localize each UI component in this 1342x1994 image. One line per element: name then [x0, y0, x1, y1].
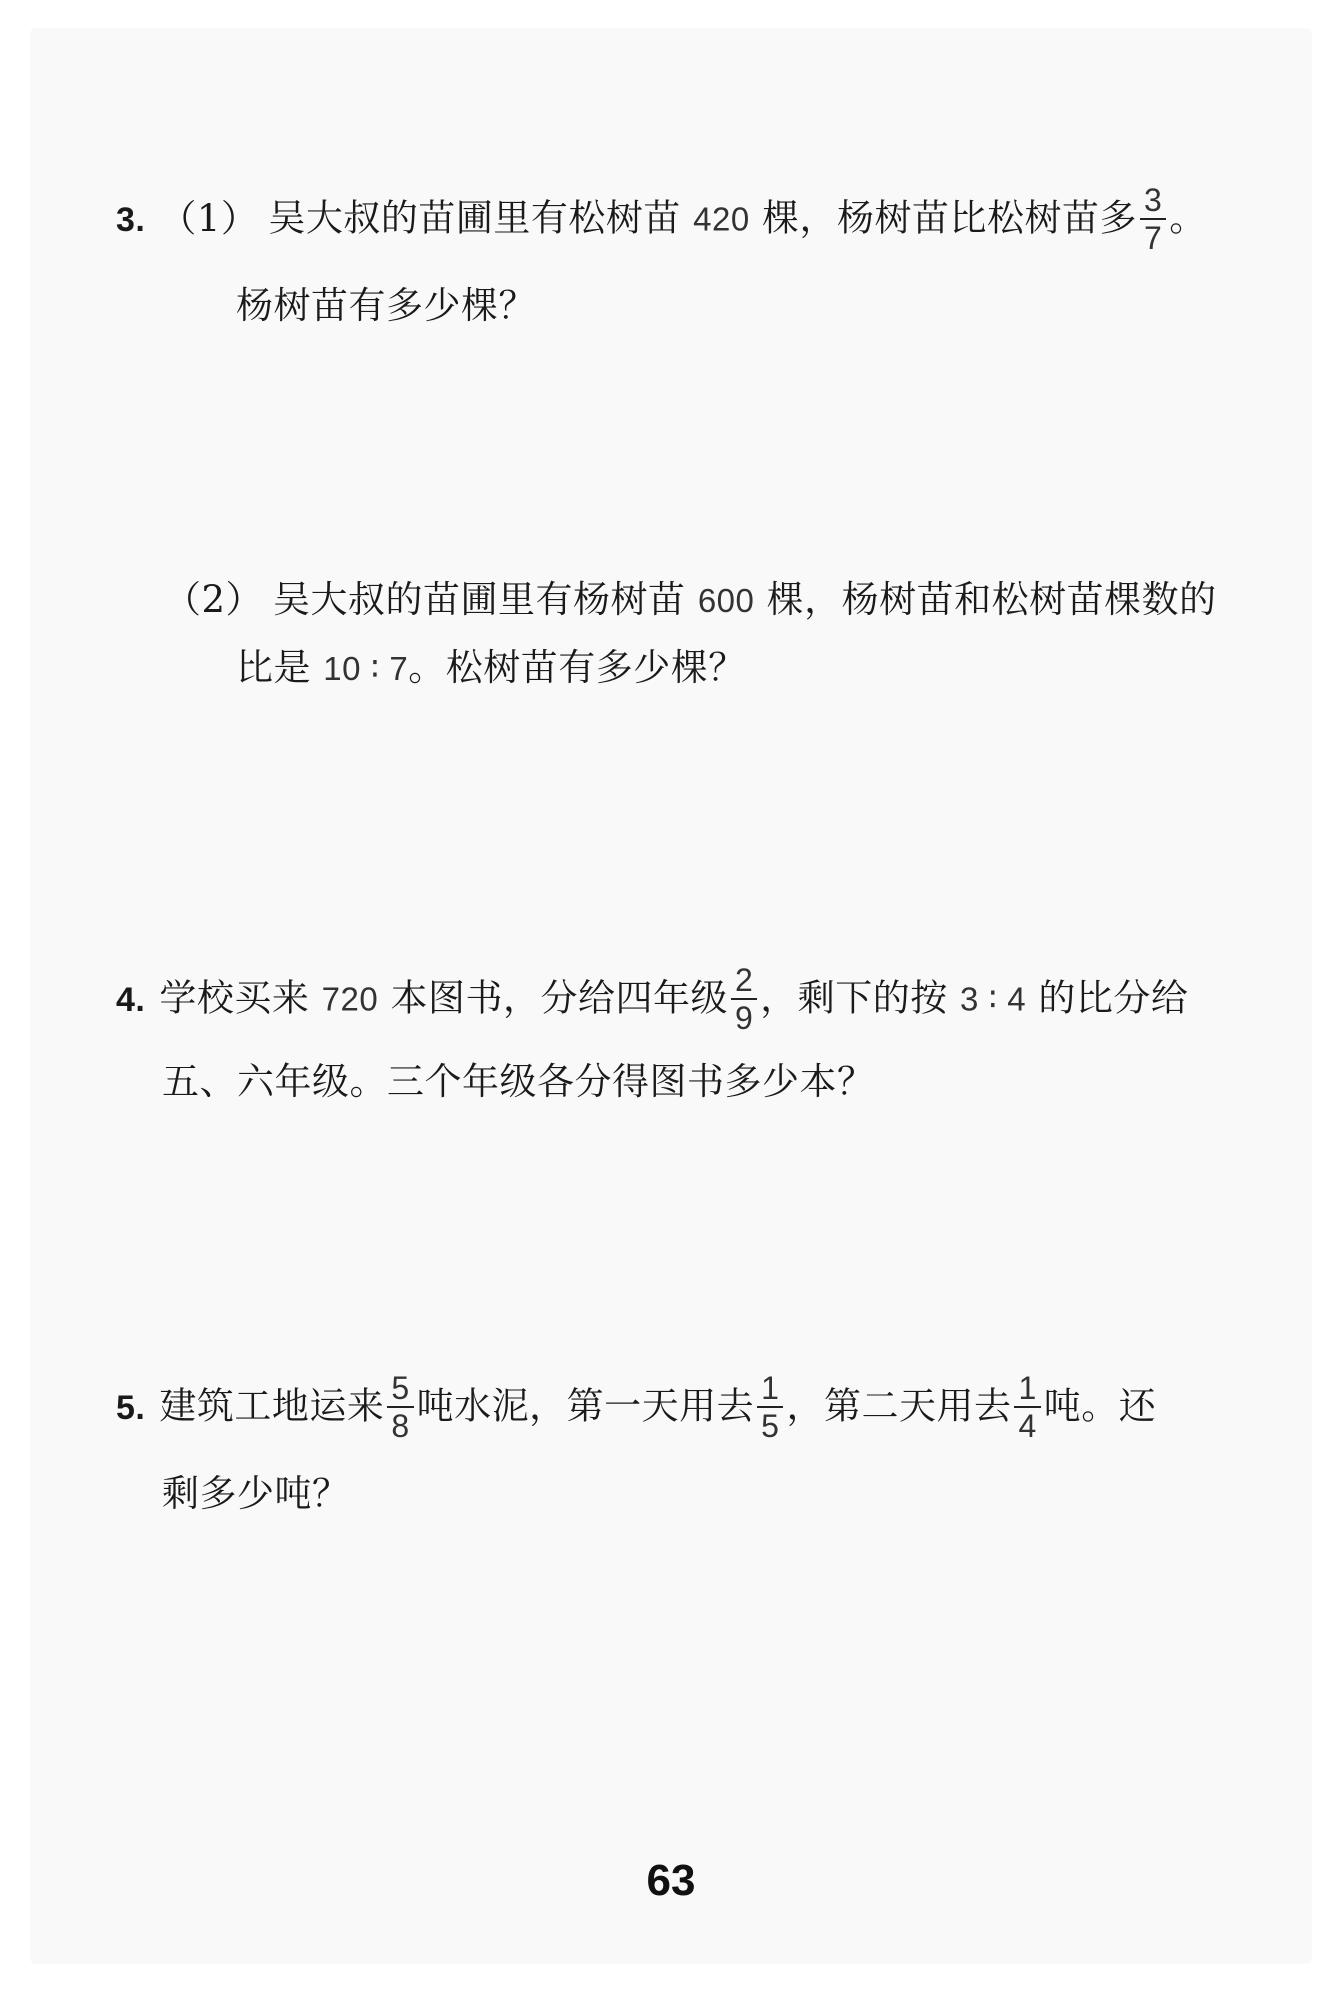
question-text: 剩多少吨？ [162, 1472, 350, 1515]
question-text: 五、六年级。三个年级各分得图书多少本？ [162, 1060, 875, 1103]
fraction [1014, 1370, 1040, 1444]
question-text: 杨树苗有多少棵？ [236, 284, 536, 327]
q4-line2 [162, 1058, 875, 1106]
question-number: 5. [116, 1388, 146, 1427]
q5-line2 [162, 1470, 350, 1518]
q3-part1-line2 [236, 282, 536, 330]
fraction-denominator: 4 [1018, 1408, 1037, 1444]
question-text: 比是 [236, 646, 311, 689]
ratio-value: 3 ∶ 4 [960, 980, 1027, 1018]
fraction [731, 962, 757, 1036]
q5-line1 [116, 1372, 1156, 1446]
question-text: ，第二天用去 [786, 1384, 1012, 1428]
question-text: 学校买来 [159, 976, 310, 1020]
fraction [1140, 182, 1166, 256]
question-text: 吨。还 [1043, 1384, 1157, 1428]
fraction-numerator: 1 [757, 1370, 783, 1408]
page-number: 63 [646, 1856, 696, 1905]
question-number: 3. [116, 200, 146, 239]
q3-part2-line2 [236, 644, 746, 693]
question-text: 吴大叔的苗圃里有松树苗 [268, 196, 681, 240]
fraction [757, 1370, 783, 1444]
question-text: ，剩下的按 [760, 976, 948, 1020]
number-value: 720 [321, 980, 379, 1018]
question-text: 的比分给 [1038, 976, 1189, 1020]
fraction-numerator: 2 [731, 962, 757, 1000]
number-value: 600 [697, 582, 755, 619]
fraction-denominator: 9 [734, 1000, 754, 1036]
question-text: 棵，杨树苗比松树苗多 [762, 196, 1137, 240]
q3-part1-line1 [116, 184, 1207, 258]
number-value: 420 [693, 200, 750, 238]
subquestion-label: （1） [159, 196, 259, 240]
question-text: 吴大叔的苗圃里有杨树苗 [273, 578, 686, 621]
fraction-numerator: 1 [1014, 1370, 1040, 1408]
fraction-denominator: 5 [761, 1408, 780, 1444]
fraction-numerator: 5 [387, 1370, 413, 1408]
question-text: 。松树苗有多少棵？ [408, 646, 746, 689]
question-number: 4. [116, 980, 146, 1019]
q4-line1 [116, 964, 1188, 1038]
fraction-denominator: 7 [1144, 220, 1163, 256]
q3-part2-line1 [164, 576, 1217, 625]
question-text: 建筑工地运来 [159, 1384, 385, 1428]
fraction-denominator: 8 [391, 1408, 410, 1444]
question-text: 本图书，分给四年级 [390, 976, 728, 1020]
ratio-value: 10 ∶ 7 [323, 650, 409, 687]
fraction-numerator: 3 [1140, 182, 1166, 220]
question-text: 。 [1169, 196, 1207, 240]
subquestion-label: （2） [164, 578, 264, 621]
question-text: 吨水泥，第一天用去 [416, 1384, 755, 1428]
question-text: 棵，杨树苗和松树苗棵数的 [766, 578, 1217, 621]
fraction [387, 1370, 413, 1444]
